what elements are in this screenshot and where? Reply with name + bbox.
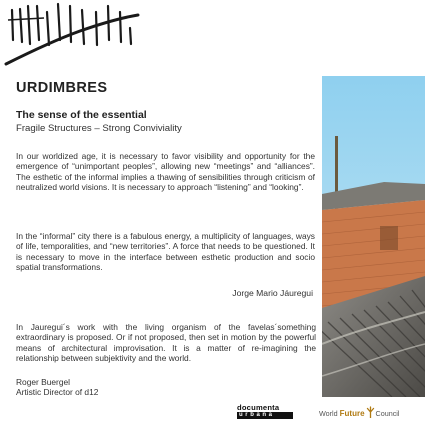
world-future-council-logo [319, 406, 400, 418]
section-subsubtitle: Fragile Structures – Strong Conviviality [16, 123, 182, 134]
paragraph-2: In the “informal” city there is a fabulous energy, a multiplicity of languages, ways of life, temporalities, and “new territories”. A force that needs to be questioned. It is necessary to move in the interface between esthetic production and socio spatial transformations. [16, 231, 315, 273]
paragraph-3: In Jauregui´s work with the living organism of the favelas´something extraordinary is proposed. Or if not proposed, then set in motion by the powerful means of architectural improvisation. It is a matter of re-imagining the relationship between subjektivity and the world. [16, 322, 316, 364]
wfc-council-text: Council [375, 409, 400, 418]
signature-name: Roger Buergel [16, 377, 71, 387]
favela-rooftops-photo [322, 76, 425, 397]
page-title: URDIMBRES [16, 80, 108, 96]
signature-jauregui: Jorge Mario Jáuregui [232, 288, 313, 298]
urbana-logo-text: urbana [237, 412, 293, 419]
tree-icon [366, 406, 375, 418]
documenta-logo-text: documenta [237, 403, 280, 412]
signature-buergel [16, 377, 98, 398]
paragraph-1: In our worldized age, it is necessary to favor visibility and opportunity for the emergence of “unimportant peoples”, allowing new “meetings” and “alliances”. The esthetic of the informal implies a thawing of sensibilities through criticism of neutralized world visions. It is necessary to approach “listening” and “looking”. [16, 151, 315, 193]
tally-marks-logo [0, 0, 160, 70]
signature-role: Artistic Director of d12 [16, 387, 99, 398]
wfc-future-text: Future [339, 409, 365, 418]
section-subtitle: The sense of the essential [16, 109, 147, 121]
documenta-urbana-logo [237, 404, 297, 420]
wfc-world-text: World [319, 409, 338, 418]
